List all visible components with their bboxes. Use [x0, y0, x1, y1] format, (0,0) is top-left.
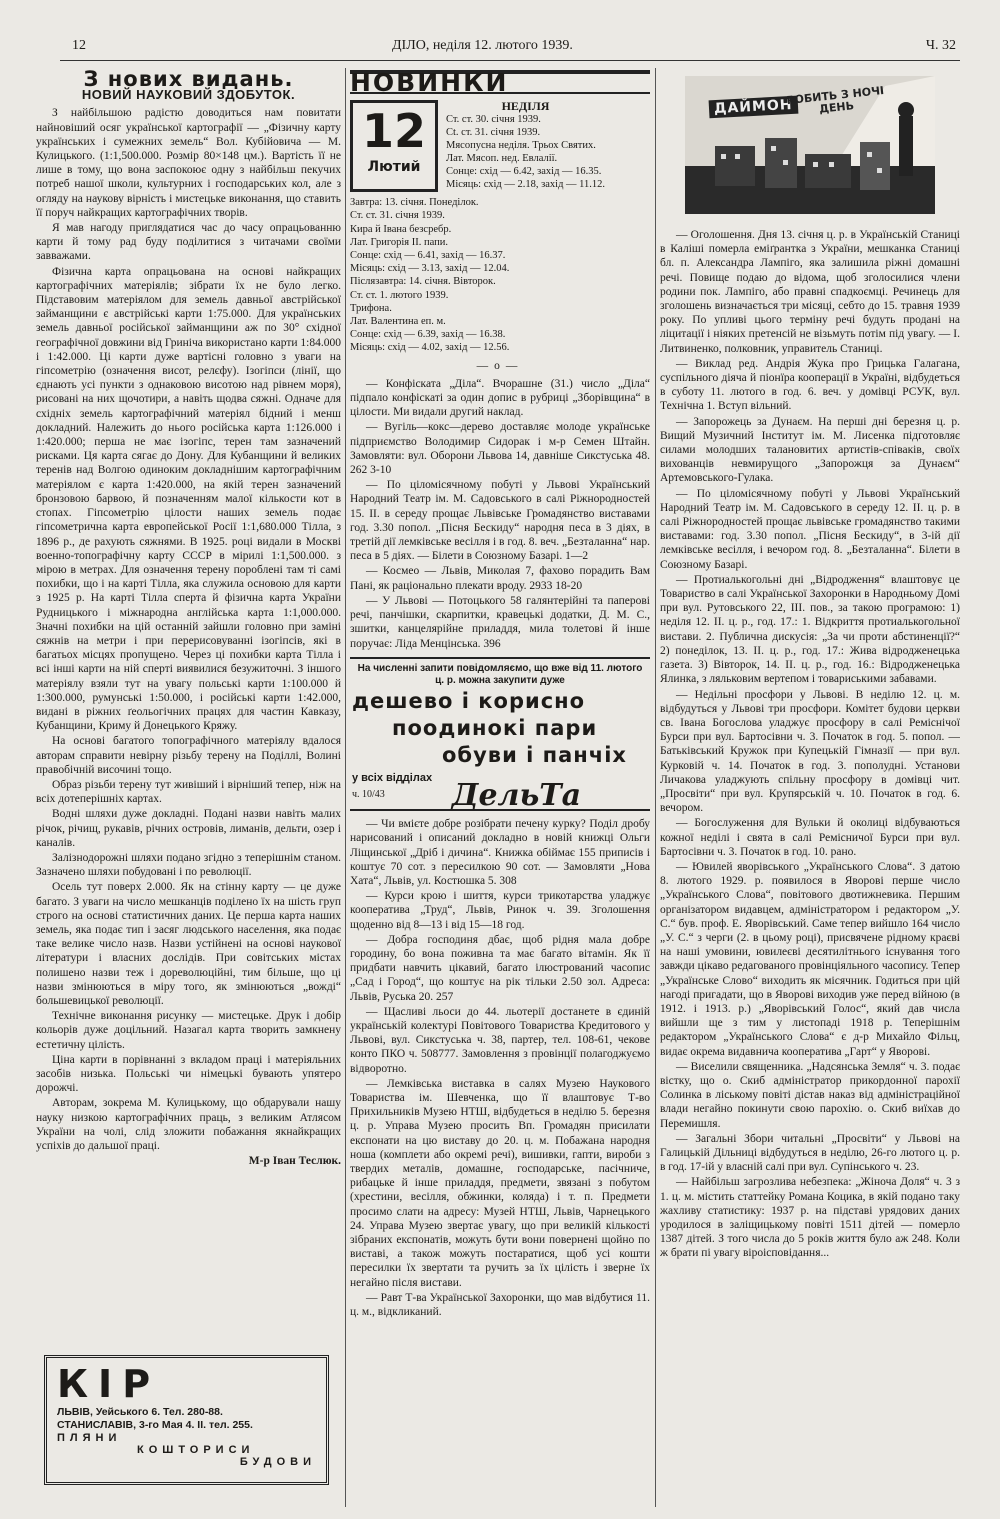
news-item: — Чи вмієте добре розібрати печену курку? Поділ дробу нарисований і описаний докладно в новій книжці Ольги Ліщинської „Дріб і дичина“. Книжка обіймає 155 приписів і коштує 70 сот. з пересилкою 90 сот. — Замовляти „Нова Хата“, Львів, ул. Костюшка 5. 308 [350, 818, 650, 887]
column-2 [350, 68, 650, 1507]
daimon-brand: ДАЙМОН [709, 96, 798, 119]
news-item: — Равт Т-ва Української Захоронки, що мав відбутися 11. ц. м., відкликаний. [350, 1291, 650, 1319]
tomorrow-line: Післязавтра: 14. січня. Вівторок. [350, 276, 496, 288]
day-info-line: Сt. ст. 31. січня 1939. [446, 127, 541, 139]
article-paragraph: Я мав нагоду приглядатися час до часу опрацьованню карти й тому рад буду поділитися з читачами своїми завважами. [36, 222, 341, 263]
delta-subline: у всіх відділах [352, 771, 433, 784]
delta-advertisement [350, 657, 650, 811]
news-item: — Оголошення. Дня 13. січня ц. р. в Українській Станиці в Каліші померла еміґрантка з України, мешканка Станиці бл. п. Александра Лампіго, яка залишила ріжні домашні речі. Повище подаю до відома, щоб зголосилися члени родини пок. Лампіго, або правні спадкоємці. Речинець для зголошень визначається три місяці, себто до 15. травня 1939 року. По упливі цього терміну речі будуть продані на ліцитації і ніяких претенсій не візьмуть потім під увагу. — І. Литвиненко, полковник, управитель Станиці. [660, 229, 960, 355]
article-paragraph: З найбільшою радістю доводиться нам повитати найновіший осяг української картографії — „Фізичну карту українських і сумежних земель“ Вол. Кубійовича — М. Кулицького. (1:1,500.000. Розмір 80×148 цм.). Вартість її не лише в тому, що вона заспокоює одну з найбільш пекучих потреб нашої школи, культурних і господарських кол, але з огляду на наукову вірність і мистецьке виконання, що ставить її поруч найкращих картографічних творів. [36, 107, 341, 219]
kir-service-estimates: КОШТОРИСИ [137, 1444, 255, 1456]
section-title-novynky: НОВИНКИ [350, 68, 509, 97]
news-item: — Щасливі льоси до 44. льотерії достанете в єдиній українській колектурі Повітового Товариства Кредитового у Львові, вул. Сикстуська ч. 38, партер, тел. 108-61, чекове конто ПКО ч. 508777. Замовлення з провінції полагоджуємо відворотно. [350, 1005, 650, 1075]
page-number: 12 [72, 38, 86, 53]
date-box [350, 100, 438, 192]
day-info-line: Мясопусна неділя. Трьох Святих. [446, 140, 596, 152]
article-paragraph: Фізична карта опрацьована на основі найкращих картографічних матеріялів; зібрати їх не було легко. Підставовим матеріялом для земель давньої австрійської займанщини є австрійські карти 1:75.000. Для українських земель давньої російської займанщини аж по 30° східної географічної довжини від Гриніча використано карти 1:84.000 і 1:42.000. Ці карти дуже вартісні головно з уваги на гіпсометрію (означення висот, релєфу). Ізогіпси (лінії, що єднають усі пункти з однаковою висотою над рівнем моря), рисовані на них щочотири, а навіть щодва сяжні. Одначе для східніх земель картографічний матеріял бідний і менш докладний. Належить до нього російська карта 1:126.000 і 1:420.000; перша не має ізогіпс, терен там зазначений рисками. Ця карта сягає до Дону. Для Кубанщини й великих теренів над Волгою одиноким докладнішим картографічним матеріялом є карта 1:420.000, на якій терен зазначений бронзовою барвою, й позначенням малої кількости кот в стопах. Гіпсометрію цілости наших земель подає гіпсометрична карта европейської Росії 1:1,680.000 Тілла, з 1896 р., де рахують сяжнями. В 1925. році видали в Москві военно-топографічну карту СССР в мірилі 1:1,500.000. з мірою в метрах. Для означення терену пороблені там ті самі похибки, що і на карті Тілла, яка служила основою для карти з 1925 р. На карті Тілла сперта й фізична карта України Рудницького і міжнародна англійська карта 1:1,000.000. Значні похибки на цій останній зайшли головно при заміні сяжнів на метри і при перерисовуванні ізогіпсів, які в багатьох місцях пропущено. Через ці похибки карта Тілла і всі інші карти на ній сперті виявилися безужиточні. З іншого матеріялу взяли тут на увагу польські карти 1:100.000 й 1:300.000, румунські 1:50.000, і російські карти 1:42.000, видані в ріжних ґеольогічних працях для частин Кавказу, Кубанщини, Криму й Донецького Кряжу. [36, 265, 341, 733]
news-item: — По ціломісячному побуті у Львові Український Народний Театр ім. М. Садовського в середу 12. II. ц. р. в салі Ріжнородностей прощає львівське громадянство такими виставами: год. 3.30 попол. „Пісня Бескиду“, в 3-ій дії лемківське весілля, і вечором год. 8. „Безталанна“. Білети в Союзному Базарі. [660, 487, 960, 571]
news-item: — Вугіль—кокс—дерево доставляє молоде українське підприємство Володимир Сидорак і м-р Семен Штайн. Замовляти: вул. Оборони Львова 14, давніше Сикстуська 48. 262 3-10 [350, 421, 650, 477]
article-paragraph: Технічне виконання рисунку — мистецьке. Друк і добір кольорів дуже доцільний. Назагал карта творить замкнену естетичну цілість. [36, 1010, 341, 1051]
tomorrow-line: Лат. Валентина еп. м. [350, 316, 446, 328]
tomorrow-line: Сонце: схід — 6.41, захід — 16.37. [350, 250, 506, 262]
news-item: — По ціломісячному побуті у Львові Український Народний Театр ім. М. Садовського в салі Ріжнородностей 15. II. в середу прощає Львівське Громадянство виставами год. 3.30 попол. „Пісня Бескиду“ народня песа в 3 діях, в третій дії лемківське весілля і в год. 8. веч. „Безталанна“ нар. песа в 5 діях. — Білети в Союзному Базарі. 1—2 [350, 479, 650, 563]
column-divider-1 [345, 68, 346, 1507]
news-item: — Лемківська виставка в салях Музею Наукового Товариства ім. Шевченка, що її влаштовує Т-во Прихильників Музею НТШ, відбудеться в неділю 5. березня ц. р. Управа Музею просить Вп. Громадян присилати експонати на цю виставу до 20. ц. м. Побажана народня ноша (комплети або окремі речі), вишивки, гапти, вироби з твердих металів, домашне, господарське, пасічниче, рибацьке й інше приладдя, предмети, звязані з побутом (хрестини, весілля, обжинки, коляда) і т. п. Предмети просимо слати на адресу: Музей НТШ, Львів, Чарнецького 24. Управа Музею звертає увагу, що при великій кількості зібраних експонатів, можуть бути вони повернені щойно по виставі, а також можуть постаратися, щоб усі кошти пересилки їх звертати та ручить за їх цілість і зверне їх негайно після вистави. [350, 1077, 650, 1289]
kir-advertisement [44, 1355, 329, 1485]
article-subtitle: НОВИЙ НАУКОВИЙ ЗДОБУТОК. [81, 87, 296, 103]
column-divider-2 [655, 68, 656, 1507]
article-paragraph: Ціна карти в порівнанні з вкладом праці і матеріяльних засобів низька. Польські чи німецькі бувають упятеро дорожчі. [36, 1053, 341, 1095]
news-item: — Виселили священника. „Надсянська Земля“ ч. 3. подає вістку, що о. Скиб адміністратор прикордонної парохії Солинка в ліському повіті дістав наказ від адміністраційної влади негайно покинути свою парохію. о. Скиб виїхав до Перемишля. [660, 1060, 960, 1130]
masthead: ДІЛО, неділя 12. лютого 1939. [392, 38, 573, 53]
date-month: Лютий [367, 159, 421, 176]
daimon-slogan: РОБИТЬ З НОЧІ ДЕНЬ [785, 83, 885, 116]
tomorrow-line: Лат. Григорія II. папи. [350, 236, 449, 248]
header-rule [60, 60, 960, 61]
kir-service-construction: БУДОВИ [239, 1456, 316, 1468]
divider-ornament: —о— [476, 359, 524, 372]
delta-code: ч. 10/43 [352, 788, 385, 800]
news-item: — Конфіската „Діла“. Вчорашне (31.) число „Діла“ підпало конфіскаті за один допис в рубриці „Зборівщина“ в цілости. Ми видали другий наклад. [350, 377, 650, 419]
article-paragraph: Осель тут поверх 2.000. Як на стінну карту — це дуже багато. З уваги на число мешканців поділено їх на шість груп строго на основі статистичних даних. Це перша карта наших земель, яка подає тип і засяг людського населення, яка подає таке велике число назв. Назви устійнені на основі наукової літератури і власних дослідів. При совітських містах полишено назви теж і дореволюційні, тим більше, що ці назви змінюються в міру того, як змінюються „вожді“ большевицької революції. [36, 881, 341, 1007]
article-paragraph: Водні шляхи дуже докладні. Подані назви навіть малих річок, річищ, рукавів, річних островів, лиманів, дельти, озер і каналів. [36, 808, 341, 849]
day-info-line: Місяць: схід — 2.18, захід — 11.12. [446, 179, 606, 191]
news-item: — Виклад ред. Андрія Жука про Грицька Галагана, суспільного діяча й піонїра кооперації в Україні, відбудеться в суботу 11. лютого в год. 6. веч. у домівці РСУК, вул. Технічна 1. Вступ вільний. [660, 357, 960, 413]
tomorrow-line: Ст. ст. 1. лютого 1939. [350, 289, 449, 301]
news-item: — Найбільш загрозлива небезпека: „Жіноча Доля“ ч. 3 з 1. ц. м. містить статтейку Романа Коцика, в якій подано таку жахливу статистику: 1937 р. на підставі урядових даних уродилося в заліщицькому повіті 1511 дітей — померло 1387 дітей. З того числа до 5 років життя було аж 248. Коли ж брати пі увагу віроісповідання... [660, 1176, 960, 1260]
delta-intro: На численні запити повідомляємо, що вже від 11. лютого ц. р. можна закупити дуже [357, 662, 643, 687]
tomorrow-line: Ст. ст. 31. січня 1939. [350, 210, 445, 222]
day-title: НЕДІЛЯ [501, 99, 550, 114]
news-item: — Протиалькогольні дні „Відродження“ влаштовує це Товариство в салі Української Захоронки в Народньому Домі при вул. Рутовського 22, III. пов., за такою програмою: 1) неділя 12. II. ц. р., год. 17.: 1. Відкриття протиалькогольної вистави. 2. Публична дискусія: „За чи проти абстиненції?“ 2) понеділок, 13. II. ц. р., год. 17.: Жива відродженецька газета. 3) Вівторок, 14. II. ц. р., год. 16.: Відродженецька Ялинка, з ляльковим вертепом і товариськими забавами. [660, 573, 960, 686]
column-1 [36, 68, 341, 1507]
column-3 [660, 68, 960, 1507]
news-item: — Недільні просфори у Львові. В неділю 12. ц. м. відбудуться у Львові три просфори. Комітет будови церкви св. Івана Богослова уладжує просфору в салі Реміснічої Бурси при вул. Бартосівни ч. 3. Початок в год. 5. попол. — Батьківський Кружок при Купецькій Гімназії — при вул. Курковій ч. 14. Початок в год. 3. пополудні. Установи Личакова уладжують спільну просфору в домівці чит. „Просвіти“ при вул. Крупярській ч. 10. Початок в год. 6. вечором. [660, 688, 960, 815]
tomorrow-line: Місяць: схід — 4.02, захід — 12.56. [350, 342, 510, 354]
page-header [72, 38, 956, 62]
calendar-block [350, 100, 650, 192]
delta-brand-logo: ДельТа [451, 777, 582, 813]
kir-logo: КІР [57, 1362, 161, 1406]
article-paragraph: Образ різьби терену тут живіший і вірніший тепер, ніж на всіх дотеперішніх картах. [36, 778, 341, 806]
news-item: — Космео — Львів, Миколая 7, фахово порадить Вам Пані, як раціонально плекати вроду. 2933 18-20 [350, 565, 650, 592]
delta-headline-3: обуви і панчіх [442, 742, 627, 767]
tomorrow-line: Місяць: схід — 3.13, захід — 12.04. [350, 263, 510, 275]
day-info-line: Сонце: схід — 6.42, захід — 16.35. [446, 166, 602, 178]
article-paragraph: На основі багатого топографічного матеріялу вдалося авторам справити невірну різьбу терену на Поділлі, Волині правобічній височині тощо. [36, 735, 341, 776]
news-item: — Курси крою і шиття, курси трикотарства уладжує кооператива „Труд“, Львів, Ринок ч. 39. Зголошення щоденно від 8—13 і від 15—18 год. [350, 890, 650, 931]
issue-number: Ч. 32 [925, 38, 956, 53]
day-info-line: Ст. ст. 30. січня 1939. [446, 114, 541, 126]
tomorrow-line: Завтра: 13. січня. Понеділок. [350, 197, 479, 209]
day-info [446, 100, 605, 192]
news-item: — Ювилей яворівського „Українського Слова“. З датою 8. лютого 1929. р. появилося в Яворові перше число „Українського Слова“, повітового двотижневика. Першим організатором видавцем, адміністратором і редактором „У. С.“ був. проф. Е. Яворівський. Саме тепер вийшло 164 число „У. С.“ з черги (2. в цьому році), присвячене рідному краєві на наші умовини, ювилеєві десятилітнього існування того завжди цікаво редагованого провінціяльного часопису. Тепер „Українське Слово“ виходить як місячник. Годиться при цій нагоді пригадати, що в Яворові виходив уже перед війною (в 1912. і 1913. р.) „Яворівський Голос“, який дав числа вийшли ще з тим у листопаді 1918 р. Теперішнім редактором „Українського Слова“ є д-р Михайло Фільц, видає окрема видавнича кооператива „Гарт“ у Яворові. [660, 860, 960, 1058]
tomorrow-line: Сонце: схід — 6.39, захід — 16.38. [350, 329, 506, 341]
section-title-new-publications: З нових видань. [83, 68, 294, 91]
daimon-advertisement [685, 76, 935, 214]
tomorrow-line: Кира й Івана безсребр. [350, 223, 452, 235]
kir-address-lviv: ЛЬВІВ, Уейського 6. Тел. 280-88. [57, 1406, 223, 1418]
news-item: — Запорожець за Дунаєм. На перші дні березня ц. р. Вищий Музичний Інститут ім. М. Лисенка підготовляє силами молодших талановитих артистів-співаків, своїх вихованців невмирущого „Запорожця за Дунаєм“ Артемовського-Гулака. [660, 415, 960, 485]
tomorrow-info [350, 196, 650, 354]
day-info-line: Лат. Мясоп. нед. Евлалії. [446, 153, 558, 165]
tomorrow-line: Трифона. [350, 302, 392, 314]
article-signature: М-р Іван Теслюк. [248, 1155, 341, 1168]
news-item: — Загальні Збори читальні „Просвіти“ у Львові на Галицькій Дільниці відбудуться в неділю, 26-го лютого ц. р. в год. 17-ій у власній салі при вул. Супінського ч. 23. [660, 1132, 960, 1174]
date-day: 12 [361, 104, 426, 159]
novynky-header [350, 68, 650, 97]
kir-service-plans: ПЛЯНИ [57, 1432, 122, 1444]
kir-address-stanyslaviv: СТАНИСЛАВІВ, 3-го Мая 4. II. тел. 255. [57, 1419, 253, 1431]
news-item: — Богослуження для Вульки й околиці відбуваються кожної неділі і свята в салі Ремісничої Бурси при вул. Бартосівни ч. 3. Початок в год. 10. рано. [660, 817, 960, 858]
article-paragraph: Авторам, зокрема М. Кулицькому, що обдарували нашу науку низкою картографічних праць, з великим Атлясом України на чолі, слід зложити побажання якнайкращих успіхів до дальшої праці. [36, 1097, 341, 1153]
article-paragraph: Залізнодорожні шляхи подано згідно з теперішнім станом. Зазначено шляхи побудовані і по революції. [36, 851, 341, 879]
delta-headline-2: поодинокі пари [392, 715, 598, 740]
delta-headline-1: дешево і корисно [352, 688, 586, 713]
news-item: — Добра господиня дбає, щоб рідня мала добре городину, бо вона поживна та має багато вітамін. Як її придбати навчить цікавий, багато ілюстрований часопис „Сад і Город“, що коштує на рік тільки 2.50 зол. Адреса: Львів, Руська 20. 257 [350, 933, 650, 1003]
news-item: — У Львові — Потоцького 58 галянтерійні та паперові речі, панчішки, скарпитки, кравецькі додатки, Д. М. С., зшитки, канцелярійне приладдя, мила толетові й інше поручає: Ліда Менцінська. 396 [350, 594, 650, 650]
